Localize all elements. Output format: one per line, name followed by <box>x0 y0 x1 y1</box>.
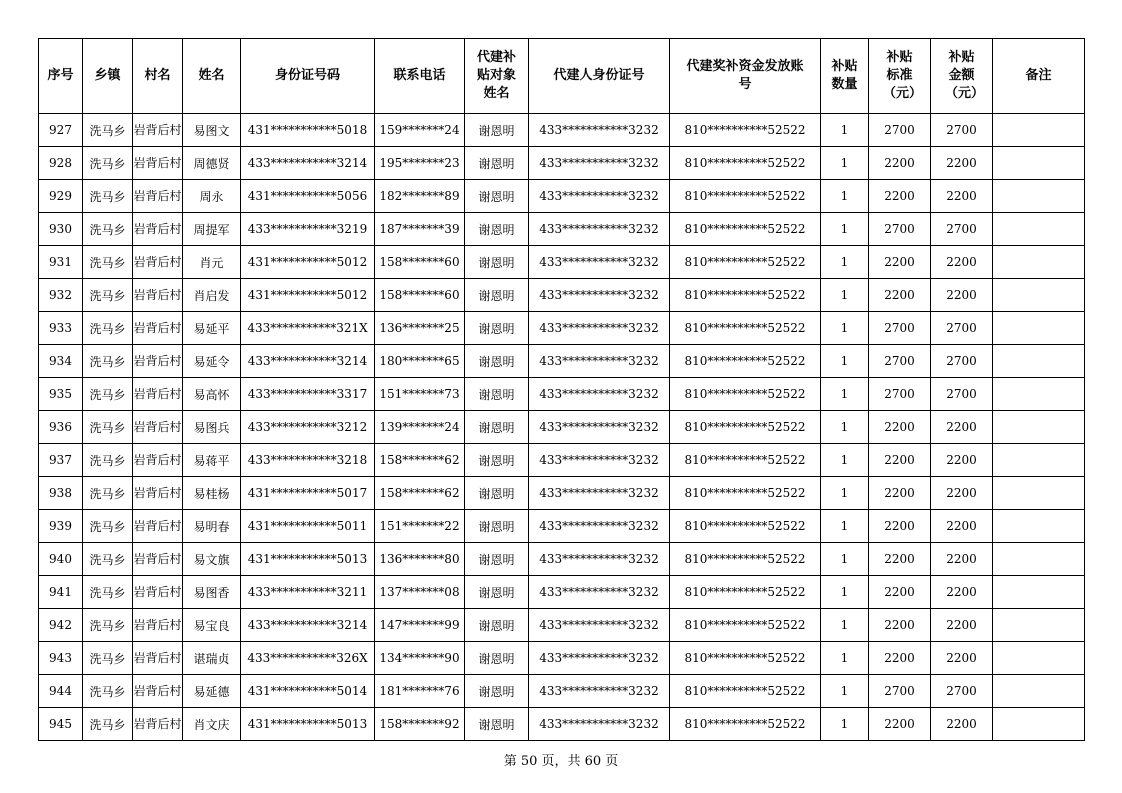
cell-amount: 2200 <box>931 708 993 741</box>
cell-phone: 158*******60 <box>375 279 465 312</box>
cell-phone: 187*******39 <box>375 213 465 246</box>
col-header-phone: 联系电话 <box>375 39 465 114</box>
cell-standard: 2200 <box>869 543 931 576</box>
cell-proxy-id: 433***********3232 <box>529 279 670 312</box>
cell-seq: 945 <box>39 708 83 741</box>
cell-proxy-id: 433***********3232 <box>529 213 670 246</box>
cell-amount: 2200 <box>931 543 993 576</box>
table-row <box>39 543 1085 576</box>
cell-proxy-name: 谢恩明 <box>465 213 529 246</box>
cell-standard: 2200 <box>869 411 931 444</box>
cell-remarks <box>993 147 1085 180</box>
cell-town: 洗马乡 <box>83 708 133 741</box>
cell-town: 洗马乡 <box>83 543 133 576</box>
cell-town: 洗马乡 <box>83 477 133 510</box>
cell-quantity: 1 <box>821 378 869 411</box>
cell-name: 周提军 <box>183 213 241 246</box>
cell-id-number: 433***********3214 <box>241 147 375 180</box>
cell-payment-account: 810**********52522 <box>670 477 821 510</box>
cell-proxy-name: 谢恩明 <box>465 642 529 675</box>
cell-standard: 2200 <box>869 642 931 675</box>
cell-proxy-id: 433***********3232 <box>529 180 670 213</box>
col-header-amount: 补贴金额（元） <box>931 39 993 114</box>
cell-proxy-id: 433***********3232 <box>529 378 670 411</box>
cell-phone: 195*******23 <box>375 147 465 180</box>
cell-village: 岩背后村 <box>133 642 183 675</box>
cell-name: 周德贤 <box>183 147 241 180</box>
cell-village: 岩背后村 <box>133 180 183 213</box>
cell-remarks <box>993 444 1085 477</box>
cell-proxy-id: 433***********3232 <box>529 477 670 510</box>
cell-amount: 2700 <box>931 345 993 378</box>
cell-village: 岩背后村 <box>133 444 183 477</box>
cell-proxy-id: 433***********3232 <box>529 642 670 675</box>
cell-payment-account: 810**********52522 <box>670 576 821 609</box>
cell-proxy-name: 谢恩明 <box>465 345 529 378</box>
cell-payment-account: 810**********52522 <box>670 312 821 345</box>
cell-standard: 2700 <box>869 378 931 411</box>
cell-amount: 2700 <box>931 114 993 147</box>
cell-payment-account: 810**********52522 <box>670 147 821 180</box>
cell-village: 岩背后村 <box>133 477 183 510</box>
cell-proxy-id: 433***********3232 <box>529 114 670 147</box>
cell-seq: 937 <box>39 444 83 477</box>
table-row <box>39 576 1085 609</box>
cell-standard: 2200 <box>869 279 931 312</box>
table-row <box>39 675 1085 708</box>
cell-phone: 158*******92 <box>375 708 465 741</box>
cell-payment-account: 810**********52522 <box>670 675 821 708</box>
cell-seq: 942 <box>39 609 83 642</box>
cell-seq: 932 <box>39 279 83 312</box>
cell-remarks <box>993 114 1085 147</box>
cell-name: 易文旗 <box>183 543 241 576</box>
cell-proxy-name: 谢恩明 <box>465 147 529 180</box>
cell-remarks <box>993 708 1085 741</box>
cell-amount: 2200 <box>931 147 993 180</box>
cell-proxy-id: 433***********3232 <box>529 510 670 543</box>
cell-town: 洗马乡 <box>83 114 133 147</box>
cell-id-number: 433***********3211 <box>241 576 375 609</box>
cell-proxy-name: 谢恩明 <box>465 180 529 213</box>
cell-seq: 935 <box>39 378 83 411</box>
cell-proxy-name: 谢恩明 <box>465 477 529 510</box>
cell-phone: 158*******60 <box>375 246 465 279</box>
cell-name: 易高怀 <box>183 378 241 411</box>
cell-amount: 2200 <box>931 444 993 477</box>
cell-amount: 2700 <box>931 675 993 708</box>
col-header-remarks: 备注 <box>993 39 1085 114</box>
cell-seq: 928 <box>39 147 83 180</box>
cell-payment-account: 810**********52522 <box>670 180 821 213</box>
cell-town: 洗马乡 <box>83 675 133 708</box>
cell-town: 洗马乡 <box>83 213 133 246</box>
cell-payment-account: 810**********52522 <box>670 246 821 279</box>
cell-village: 岩背后村 <box>133 510 183 543</box>
cell-name: 易延平 <box>183 312 241 345</box>
cell-name: 易延德 <box>183 675 241 708</box>
cell-standard: 2200 <box>869 444 931 477</box>
cell-proxy-name: 谢恩明 <box>465 411 529 444</box>
cell-quantity: 1 <box>821 411 869 444</box>
cell-proxy-name: 谢恩明 <box>465 609 529 642</box>
cell-seq: 944 <box>39 675 83 708</box>
cell-village: 岩背后村 <box>133 213 183 246</box>
cell-seq: 940 <box>39 543 83 576</box>
cell-id-number: 431***********5012 <box>241 246 375 279</box>
cell-phone: 158*******62 <box>375 477 465 510</box>
cell-village: 岩背后村 <box>133 246 183 279</box>
cell-phone: 151*******22 <box>375 510 465 543</box>
cell-standard: 2200 <box>869 708 931 741</box>
cell-amount: 2700 <box>931 213 993 246</box>
cell-remarks <box>993 213 1085 246</box>
cell-id-number: 431***********5056 <box>241 180 375 213</box>
cell-town: 洗马乡 <box>83 279 133 312</box>
cell-village: 岩背后村 <box>133 345 183 378</box>
cell-village: 岩背后村 <box>133 378 183 411</box>
cell-id-number: 433***********3317 <box>241 378 375 411</box>
cell-remarks <box>993 378 1085 411</box>
cell-name: 易延令 <box>183 345 241 378</box>
cell-standard: 2700 <box>869 312 931 345</box>
cell-id-number: 431***********5012 <box>241 279 375 312</box>
cell-town: 洗马乡 <box>83 180 133 213</box>
cell-phone: 182*******89 <box>375 180 465 213</box>
cell-quantity: 1 <box>821 609 869 642</box>
cell-village: 岩背后村 <box>133 609 183 642</box>
table-row <box>39 378 1085 411</box>
cell-proxy-id: 433***********3232 <box>529 609 670 642</box>
cell-amount: 2200 <box>931 609 993 642</box>
table-row <box>39 411 1085 444</box>
table-row <box>39 708 1085 741</box>
cell-village: 岩背后村 <box>133 708 183 741</box>
cell-quantity: 1 <box>821 312 869 345</box>
cell-proxy-id: 433***********3232 <box>529 312 670 345</box>
cell-id-number: 433***********3218 <box>241 444 375 477</box>
cell-phone: 134*******90 <box>375 642 465 675</box>
cell-amount: 2700 <box>931 312 993 345</box>
cell-town: 洗马乡 <box>83 576 133 609</box>
cell-remarks <box>993 609 1085 642</box>
cell-seq: 934 <box>39 345 83 378</box>
cell-amount: 2200 <box>931 180 993 213</box>
cell-amount: 2200 <box>931 477 993 510</box>
cell-seq: 939 <box>39 510 83 543</box>
cell-seq: 941 <box>39 576 83 609</box>
cell-proxy-name: 谢恩明 <box>465 114 529 147</box>
table-row <box>39 246 1085 279</box>
cell-payment-account: 810**********52522 <box>670 411 821 444</box>
cell-remarks <box>993 279 1085 312</box>
cell-payment-account: 810**********52522 <box>670 543 821 576</box>
cell-name: 肖元 <box>183 246 241 279</box>
cell-remarks <box>993 510 1085 543</box>
cell-phone: 180*******65 <box>375 345 465 378</box>
cell-standard: 2700 <box>869 675 931 708</box>
cell-village: 岩背后村 <box>133 114 183 147</box>
cell-phone: 151*******73 <box>375 378 465 411</box>
col-header-proxy-name: 代建补贴对象姓名 <box>465 39 529 114</box>
cell-id-number: 433***********321X <box>241 312 375 345</box>
cell-village: 岩背后村 <box>133 576 183 609</box>
cell-standard: 2700 <box>869 114 931 147</box>
table-row <box>39 213 1085 246</box>
cell-payment-account: 810**********52522 <box>670 444 821 477</box>
cell-proxy-id: 433***********3232 <box>529 246 670 279</box>
table-row <box>39 609 1085 642</box>
cell-phone: 136*******80 <box>375 543 465 576</box>
cell-id-number: 431***********5018 <box>241 114 375 147</box>
cell-payment-account: 810**********52522 <box>670 642 821 675</box>
cell-quantity: 1 <box>821 147 869 180</box>
cell-payment-account: 810**********52522 <box>670 708 821 741</box>
table-row <box>39 180 1085 213</box>
cell-proxy-id: 433***********3232 <box>529 708 670 741</box>
cell-seq: 930 <box>39 213 83 246</box>
col-header-town: 乡镇 <box>83 39 133 114</box>
cell-proxy-name: 谢恩明 <box>465 378 529 411</box>
cell-town: 洗马乡 <box>83 246 133 279</box>
cell-amount: 2200 <box>931 642 993 675</box>
cell-name: 易图香 <box>183 576 241 609</box>
cell-name: 易桂杨 <box>183 477 241 510</box>
cell-town: 洗马乡 <box>83 411 133 444</box>
cell-town: 洗马乡 <box>83 510 133 543</box>
cell-village: 岩背后村 <box>133 543 183 576</box>
table-row <box>39 345 1085 378</box>
cell-payment-account: 810**********52522 <box>670 213 821 246</box>
cell-town: 洗马乡 <box>83 147 133 180</box>
col-header-standard: 补贴标准（元） <box>869 39 931 114</box>
cell-name: 易蒋平 <box>183 444 241 477</box>
cell-quantity: 1 <box>821 444 869 477</box>
cell-standard: 2200 <box>869 246 931 279</box>
cell-quantity: 1 <box>821 642 869 675</box>
cell-town: 洗马乡 <box>83 345 133 378</box>
cell-name: 易宝良 <box>183 609 241 642</box>
col-header-id-number: 身份证号码 <box>241 39 375 114</box>
table-row <box>39 477 1085 510</box>
cell-town: 洗马乡 <box>83 312 133 345</box>
table-row <box>39 147 1085 180</box>
cell-seq: 938 <box>39 477 83 510</box>
cell-proxy-name: 谢恩明 <box>465 246 529 279</box>
cell-quantity: 1 <box>821 279 869 312</box>
cell-town: 洗马乡 <box>83 444 133 477</box>
cell-remarks <box>993 312 1085 345</box>
cell-proxy-name: 谢恩明 <box>465 444 529 477</box>
cell-town: 洗马乡 <box>83 609 133 642</box>
col-header-payment-account: 代建奖补资金发放账号 <box>670 39 821 114</box>
cell-payment-account: 810**********52522 <box>670 114 821 147</box>
cell-id-number: 431***********5017 <box>241 477 375 510</box>
cell-amount: 2200 <box>931 246 993 279</box>
cell-town: 洗马乡 <box>83 378 133 411</box>
cell-remarks <box>993 411 1085 444</box>
cell-standard: 2700 <box>869 213 931 246</box>
col-header-quantity: 补贴数量 <box>821 39 869 114</box>
cell-id-number: 431***********5011 <box>241 510 375 543</box>
cell-quantity: 1 <box>821 114 869 147</box>
cell-proxy-name: 谢恩明 <box>465 543 529 576</box>
cell-payment-account: 810**********52522 <box>670 279 821 312</box>
cell-remarks <box>993 477 1085 510</box>
cell-quantity: 1 <box>821 675 869 708</box>
cell-phone: 159*******24 <box>375 114 465 147</box>
cell-name: 易图文 <box>183 114 241 147</box>
cell-phone: 181*******76 <box>375 675 465 708</box>
col-header-proxy-id: 代建人身份证号 <box>529 39 670 114</box>
table-row <box>39 279 1085 312</box>
cell-seq: 933 <box>39 312 83 345</box>
cell-quantity: 1 <box>821 477 869 510</box>
page-footer: 第 50 页，共 60 页 <box>503 754 619 769</box>
col-header-village: 村名 <box>133 39 183 114</box>
cell-standard: 2200 <box>869 147 931 180</box>
cell-quantity: 1 <box>821 510 869 543</box>
cell-amount: 2700 <box>931 378 993 411</box>
cell-seq: 943 <box>39 642 83 675</box>
cell-seq: 929 <box>39 180 83 213</box>
cell-name: 肖文庆 <box>183 708 241 741</box>
cell-proxy-id: 433***********3232 <box>529 675 670 708</box>
cell-proxy-name: 谢恩明 <box>465 510 529 543</box>
cell-remarks <box>993 345 1085 378</box>
cell-proxy-name: 谢恩明 <box>465 279 529 312</box>
cell-standard: 2200 <box>869 576 931 609</box>
cell-id-number: 433***********3214 <box>241 609 375 642</box>
cell-proxy-name: 谢恩明 <box>465 312 529 345</box>
subsidy-roster-table <box>38 38 1085 741</box>
col-header-seq: 序号 <box>39 39 83 114</box>
cell-id-number: 433***********3214 <box>241 345 375 378</box>
cell-standard: 2700 <box>869 345 931 378</box>
cell-quantity: 1 <box>821 180 869 213</box>
cell-phone: 136*******25 <box>375 312 465 345</box>
cell-proxy-id: 433***********3232 <box>529 147 670 180</box>
cell-remarks <box>993 675 1085 708</box>
cell-quantity: 1 <box>821 543 869 576</box>
cell-remarks <box>993 543 1085 576</box>
cell-standard: 2200 <box>869 609 931 642</box>
table-row <box>39 312 1085 345</box>
cell-quantity: 1 <box>821 246 869 279</box>
cell-payment-account: 810**********52522 <box>670 345 821 378</box>
cell-seq: 936 <box>39 411 83 444</box>
table-row <box>39 114 1085 147</box>
cell-proxy-name: 谢恩明 <box>465 675 529 708</box>
cell-name: 易明春 <box>183 510 241 543</box>
cell-id-number: 431***********5013 <box>241 543 375 576</box>
cell-quantity: 1 <box>821 708 869 741</box>
cell-proxy-name: 谢恩明 <box>465 576 529 609</box>
cell-id-number: 431***********5014 <box>241 675 375 708</box>
cell-village: 岩背后村 <box>133 411 183 444</box>
cell-village: 岩背后村 <box>133 147 183 180</box>
table-row <box>39 642 1085 675</box>
cell-phone: 158*******62 <box>375 444 465 477</box>
col-header-name: 姓名 <box>183 39 241 114</box>
cell-id-number: 433***********326X <box>241 642 375 675</box>
cell-town: 洗马乡 <box>83 642 133 675</box>
cell-amount: 2200 <box>931 279 993 312</box>
cell-remarks <box>993 576 1085 609</box>
cell-proxy-name: 谢恩明 <box>465 708 529 741</box>
cell-village: 岩背后村 <box>133 279 183 312</box>
cell-standard: 2200 <box>869 510 931 543</box>
cell-payment-account: 810**********52522 <box>670 510 821 543</box>
cell-id-number: 433***********3212 <box>241 411 375 444</box>
cell-standard: 2200 <box>869 477 931 510</box>
cell-amount: 2200 <box>931 411 993 444</box>
cell-phone: 147*******99 <box>375 609 465 642</box>
cell-village: 岩背后村 <box>133 675 183 708</box>
cell-id-number: 433***********3219 <box>241 213 375 246</box>
cell-proxy-id: 433***********3232 <box>529 444 670 477</box>
cell-proxy-id: 433***********3232 <box>529 543 670 576</box>
cell-proxy-id: 433***********3232 <box>529 345 670 378</box>
cell-remarks <box>993 180 1085 213</box>
table-body <box>39 114 1085 741</box>
cell-quantity: 1 <box>821 576 869 609</box>
cell-village: 岩背后村 <box>133 312 183 345</box>
cell-id-number: 431***********5013 <box>241 708 375 741</box>
cell-remarks <box>993 642 1085 675</box>
cell-quantity: 1 <box>821 345 869 378</box>
cell-name: 谌瑞贞 <box>183 642 241 675</box>
cell-proxy-id: 433***********3232 <box>529 576 670 609</box>
cell-amount: 2200 <box>931 576 993 609</box>
cell-amount: 2200 <box>931 510 993 543</box>
cell-seq: 927 <box>39 114 83 147</box>
cell-name: 肖启发 <box>183 279 241 312</box>
cell-quantity: 1 <box>821 213 869 246</box>
cell-proxy-id: 433***********3232 <box>529 411 670 444</box>
cell-phone: 139*******24 <box>375 411 465 444</box>
table-row <box>39 444 1085 477</box>
cell-remarks <box>993 246 1085 279</box>
cell-standard: 2200 <box>869 180 931 213</box>
table-header-row <box>39 39 1085 114</box>
cell-name: 周永 <box>183 180 241 213</box>
cell-payment-account: 810**********52522 <box>670 609 821 642</box>
cell-seq: 931 <box>39 246 83 279</box>
table-row <box>39 510 1085 543</box>
cell-phone: 137*******08 <box>375 576 465 609</box>
cell-name: 易图兵 <box>183 411 241 444</box>
cell-payment-account: 810**********52522 <box>670 378 821 411</box>
